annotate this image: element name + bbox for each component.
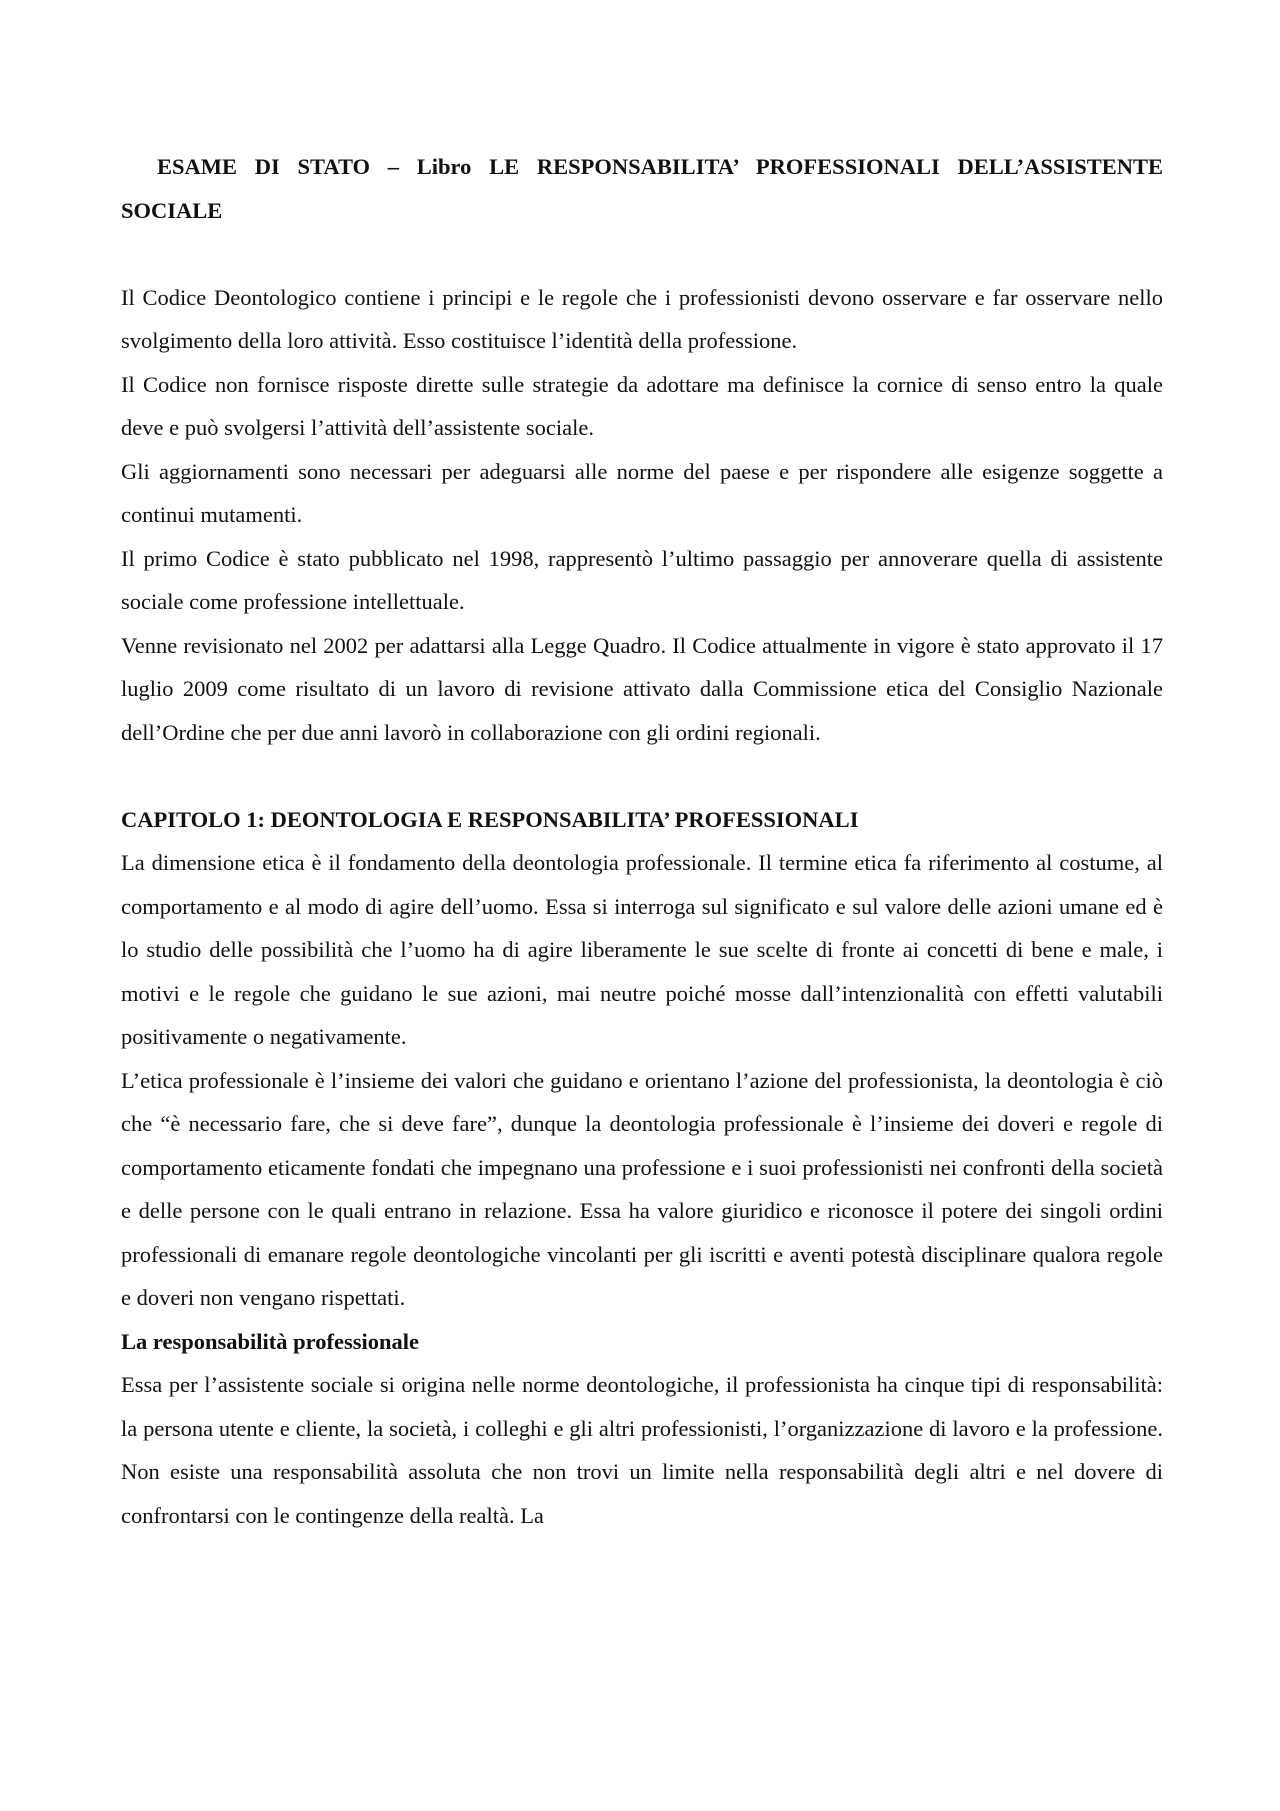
spacer — [121, 754, 1163, 798]
section-paragraph: Essa per l’assistente sociale si origina nelle norme deontologiche, il professionista ha cinque tipi di responsabilità: la persona utente e cliente, la società, i colleghi e gli altri professionisti, l’organizzazione di lavoro e la professione. Non esiste una responsabilità assoluta che non trovi un limite nella responsabilità degli altri e nel dovere di confrontarsi con le contingenze della realtà. La — [121, 1372, 1163, 1528]
chapter-paragraph-1: La dimensione etica è il fondamento della deontologia professionale. Il termine etica fa riferimento al costume, al comportamento e al modo di agire dell’uomo. Essa si interroga sul significato e sul valore delle azioni umane ed è lo studio delle possibilità che l’uomo ha di agire liberamente le sue scelte di fronte ai concetti di bene e male, i motivi e le regole che guidano le sue azioni, mai neutre poiché mosse dall’intenzionalità con effetti valutabili positivamente o negativamente. — [121, 850, 1163, 1049]
intro-paragraph-5: Venne revisionato nel 2002 per adattarsi alla Legge Quadro. Il Codice attualmente in vigore è stato approvato il 17 luglio 2009 come risultato di un lavoro di revisione attivato dalla Commissione etica del Consiglio Nazionale dell’Ordine che per due anni lavorò in collaborazione con gli ordini regionali. — [121, 632, 1163, 745]
document-body — [121, 145, 1163, 1537]
document-title: ESAME DI STATO – Libro LE RESPONSABILITA’ PROFESSIONALI DELL’ASSISTENTE SOCIALE — [121, 154, 1163, 223]
intro-paragraph-3: Gli aggiornamenti sono necessari per adeguarsi alle norme del paese e per rispondere alle esigenze soggette a continui mutamenti. — [121, 458, 1163, 527]
intro-paragraph-1: Il Codice Deontologico contiene i principi e le regole che i professionisti devono osservare e far osservare nello svolgimento della loro attività. Esso costituisce l’identità della professione. — [121, 284, 1163, 353]
chapter-paragraph-2: L’etica professionale è l’insieme dei valori che guidano e orientano l’azione del professionista, la deontologia è ciò che “è necessario fare, che si deve fare”, dunque la deontologia professionale è l’insieme dei doveri e regole di comportamento eticamente fondati che impegnano una professione e i suoi professionisti nei confronti della società e delle persone con le quali entrano in relazione. Essa ha valore giuridico e riconosce il potere dei singoli ordini professionali di emanare regole deontologiche vincolanti per gli iscritti e aventi potestà disciplinare qualora regole e doveri non vengano rispettati. — [121, 1067, 1163, 1310]
intro-paragraph-2: Il Codice non fornisce risposte dirette sulle strategie da adottare ma definisce la cornice di senso entro la quale deve e può svolgersi l’attività dell’assistente sociale. — [121, 371, 1163, 440]
chapter-heading: CAPITOLO 1: DEONTOLOGIA E RESPONSABILITA’ PROFESSIONALI — [121, 806, 859, 832]
intro-paragraph-4: Il primo Codice è stato pubblicato nel 1998, rappresentò l’ultimo passaggio per annoverare quella di assistente sociale come professione intellettuale. — [121, 545, 1163, 614]
section-subheading: La responsabilità professionale — [121, 1328, 419, 1354]
spacer — [121, 232, 1163, 276]
